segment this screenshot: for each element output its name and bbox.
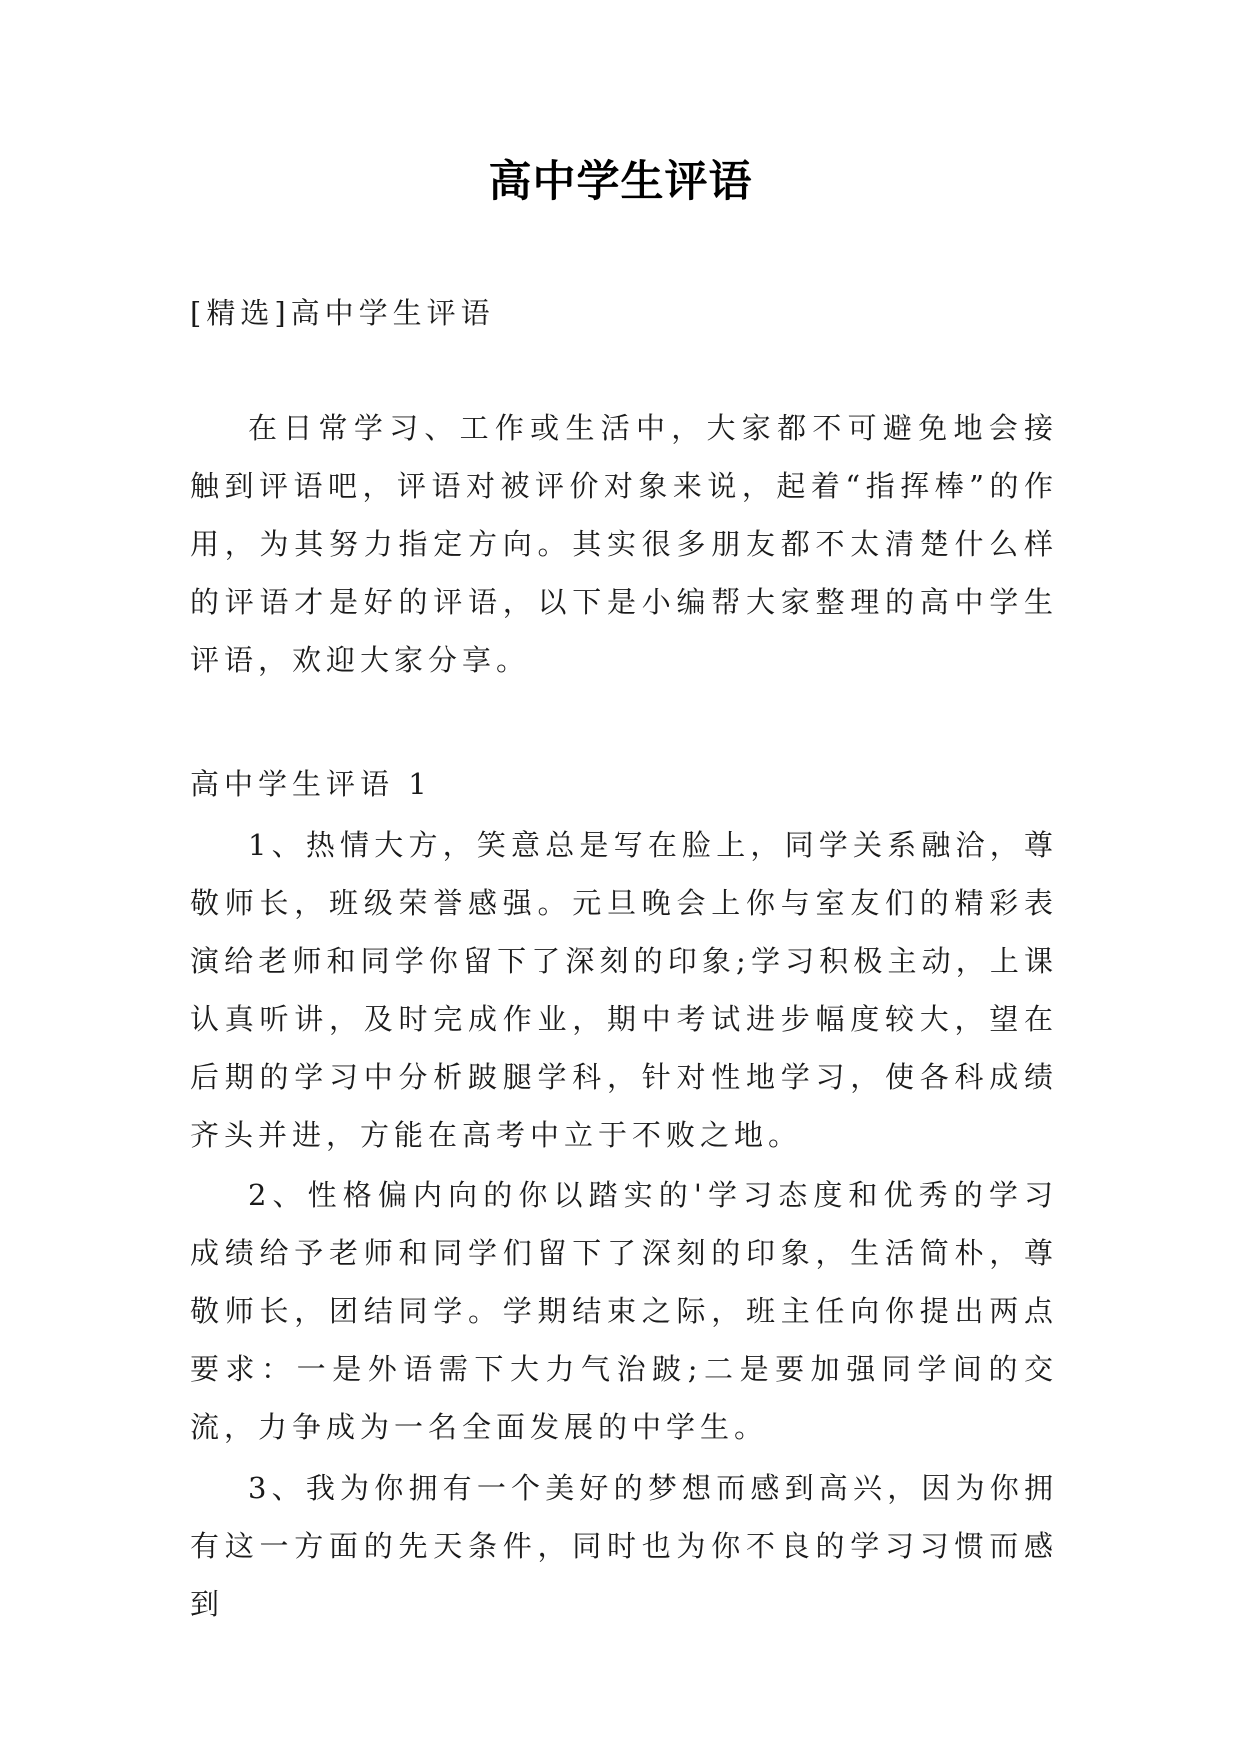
document-subtitle: [精选]高中学生评语	[190, 296, 495, 330]
comment-item-2: 2、性格偏内向的你以踏实的'学习态度和优秀的学习成绩给予老师和同学们留下了深刻的印象，生活简朴，尊敬师长，团结同学。学期结束之际，班主任向你提出两点要求：一是外语需下大力气治跛;二是要加强同学间的交流，力争成为一名全面发展的中学生。	[190, 1178, 1058, 1444]
section-heading: 高中学生评语 1	[190, 767, 432, 801]
comment-item-1: 1、热情大方，笑意总是写在脸上，同学关系融洽，尊敬师长，班级荣誉感强。元旦晚会上你与室友们的精彩表演给老师和同学你留下了深刻的印象;学习积极主动，上课认真听讲，及时完成作业，期中考试进步幅度较大，望在后期的学习中分析跛腿学科，针对性地学习，使各科成绩齐头并进，方能在高考中立于不败之地。	[190, 828, 1058, 1152]
comment-item-3: 3、我为你拥有一个美好的梦想而感到高兴，因为你拥有这一方面的先天条件，同时也为你不良的学习习惯而感到	[190, 1471, 1058, 1621]
document-title: 高中学生评语	[488, 157, 753, 207]
intro-paragraph: 在日常学习、工作或生活中，大家都不可避免地会接触到评语吧，评语对被评价对象来说，起着“指挥棒”的作用，为其努力指定方向。其实很多朋友都不太清楚什么样的评语才是好的评语，以下是小编帮大家整理的高中学生评语，欢迎大家分享。	[190, 411, 1058, 677]
